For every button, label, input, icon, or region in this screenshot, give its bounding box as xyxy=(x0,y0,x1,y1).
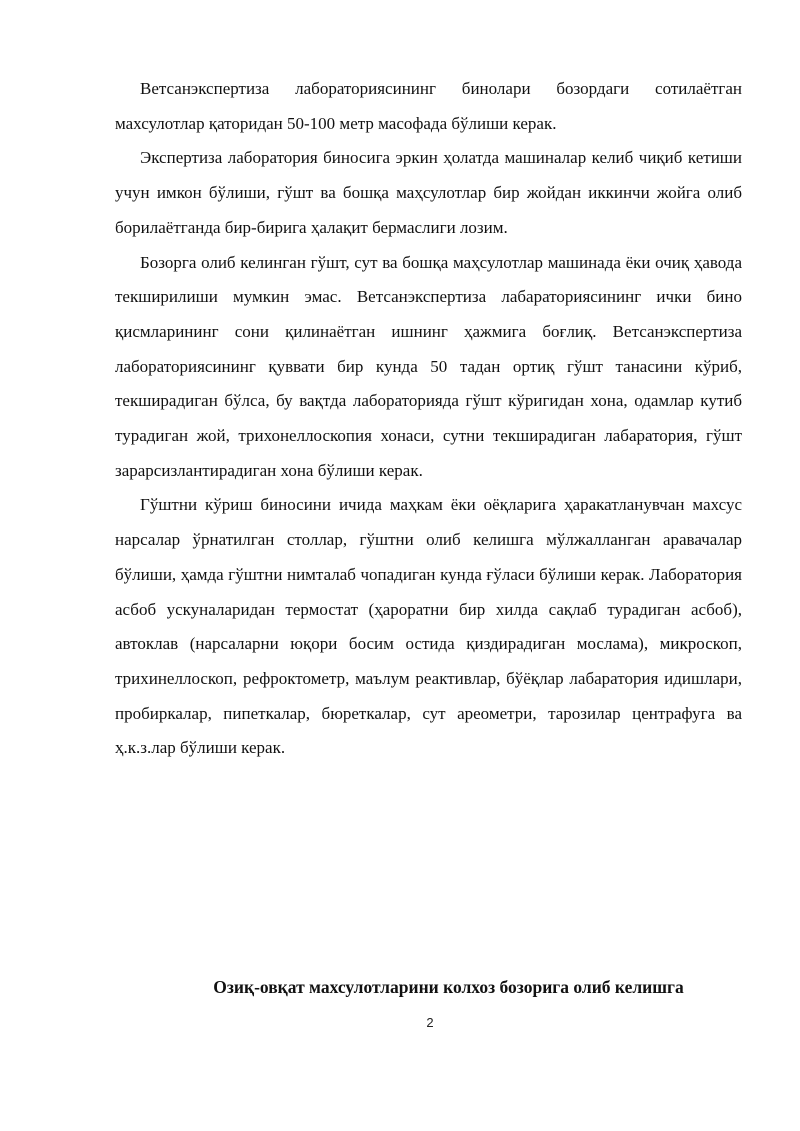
page-number: 2 xyxy=(426,1015,434,1030)
paragraph: Бозорга олиб келинган гўшт, сут ва бошқа маҳсулотлар машинада ёки очиқ ҳавода текширилиши мумкин эмас. Ветсанэкспертиза лабараториясининг ички бино қисмларининг сони қилинаётган ишнинг ҳажмига боғлиқ. Ветсанэкспертиза лабораториясининг қуввати бир кунда 50 тадан ортиқ гўшт танасини кўриб, текширадиган бўлса, бу вақтда лабораторияда гўшт кўригидан хона, одамлар кутиб турадиган жой, трихонеллоскопия хонаси, сутни текширадиган лабаратория, гўшт зарарсизлантирадиган хона бўлиши керак. xyxy=(115,252,742,480)
paragraph: Экспертиза лаборатория биносига эркин ҳолатда машиналар келиб чиқиб кетиши учун имкон бўлиши, гўшт ва бошқа маҳсулотлар бир жойдан иккинчи жойга олиб борилаётганда бир-бирига ҳалақит бермаслиги лозим. xyxy=(115,148,742,237)
paragraph: Гўштни кўриш биносини ичида маҳкам ёки оёқларига ҳаракатланувчан махсус нарсалар ўрнатилган столлар, гўштни олиб келишга мўлжалланган аравачалар бўлиши, ҳамда гўштни нимталаб чопадиган кунда ғўласи бўлиши керак. Лаборатория асбоб ускуналаридан термостат (ҳароратни бир хилда сақлаб турадиган асбоб), автоклав (нарсаларни юқори босим остида қиздирадиган мослама), микроскоп, трихинеллоскоп, рефроктометр, маълум реактивлар, бўёқлар лабаратория идишлари, пробиркалар, пипеткалар, бюреткалар, сут ареометри, тарозилар центрафуга ва ҳ.к.з.лар бўлиши керак. xyxy=(115,495,742,758)
section-heading: Озиқ-овқат махсулотларини колхоз бозорига олиб келишга xyxy=(213,977,684,997)
paragraph: Ветсанэкспертиза лабораториясининг бинолари бозордаги сотилаётган махсулотлар қаторидан 50-100 метр масофада бўлиши керак. xyxy=(115,79,742,133)
body-text xyxy=(115,72,742,766)
